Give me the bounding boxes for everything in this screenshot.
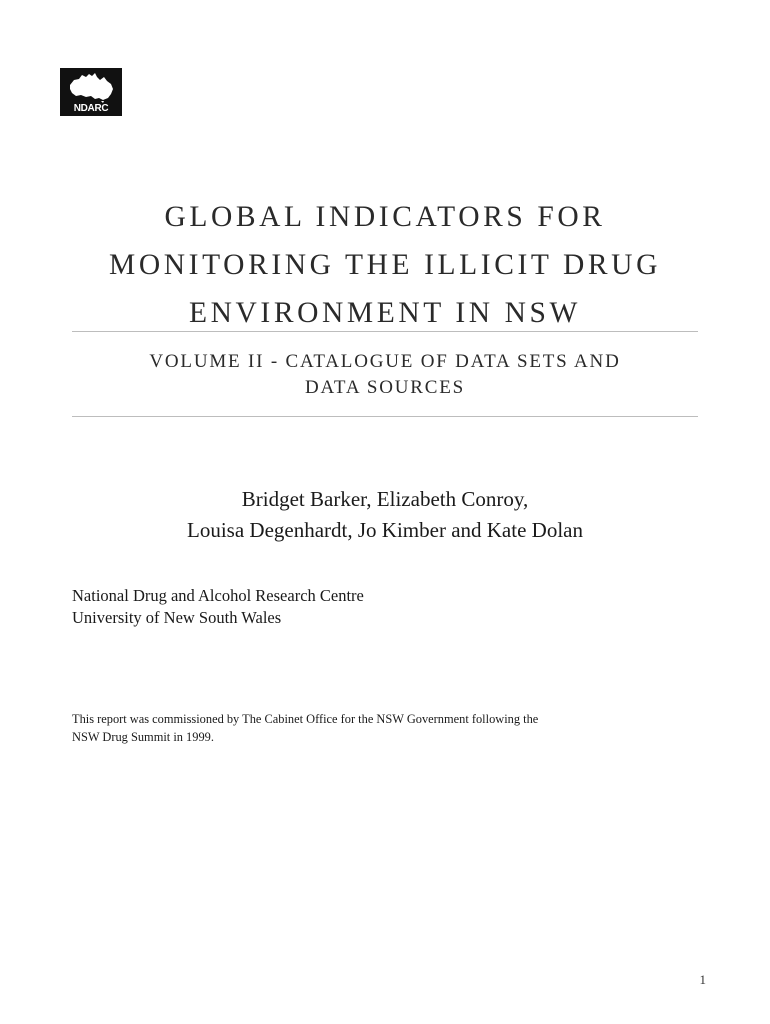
australia-map-icon [66,71,116,103]
page-title [40,193,730,337]
volume-subtitle [60,349,710,401]
divider-top [72,331,698,332]
authors-line-1: Bridget Barker, Elizabeth Conroy, [241,487,529,511]
title-line-2: MONITORING THE ILLICIT DRUG [109,249,661,281]
organisation [72,585,364,629]
title-line-3: ENVIRONMENT IN NSW [188,297,581,329]
subtitle-line-2: DATA SOURCES [305,377,465,398]
ndarc-logo [60,68,122,116]
authors [60,484,710,546]
organisation-line-2: University of New South Wales [72,608,282,627]
divider-bottom [72,416,698,417]
commission-line-2: NSW Drug Summit in 1999. [72,730,214,744]
commission-note [72,710,712,746]
title-line-1: GLOBAL INDICATORS FOR [164,201,606,233]
logo-text: NDARC [73,103,109,114]
authors-line-2: Louisa Degenhardt, Jo Kimber and Kate Dolan [187,518,583,542]
commission-line-1: This report was commissioned by The Cabinet Office for the NSW Government following the [72,712,539,726]
page-number: 1 [699,972,706,987]
organisation-line-1: National Drug and Alcohol Research Centre [72,586,364,605]
subtitle-line-1: VOLUME II - CATALOGUE OF DATA SETS AND [149,351,621,372]
